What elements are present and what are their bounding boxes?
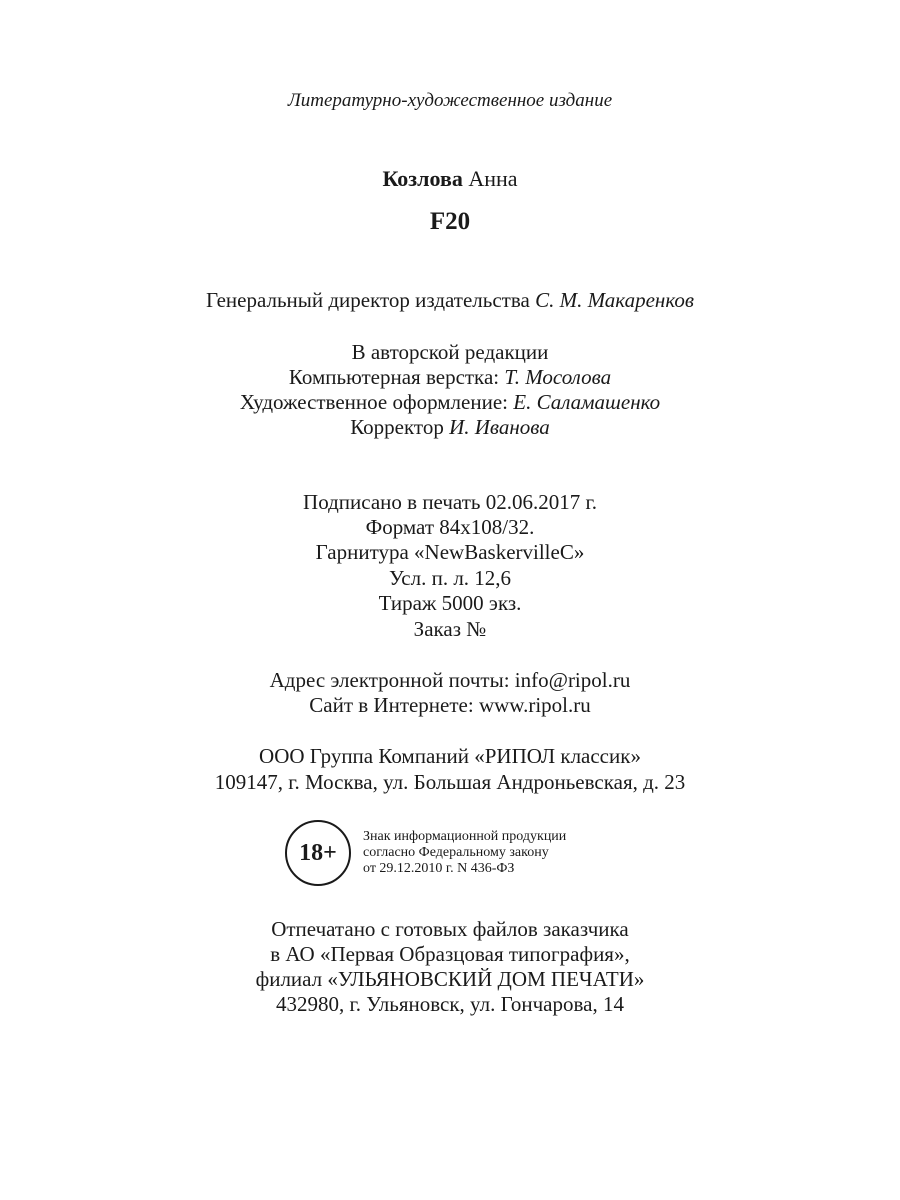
director-name: С. М. Макаренков: [535, 288, 694, 312]
layout-credit: [0, 365, 900, 389]
author-surname: Козлова: [382, 166, 463, 191]
design-credit-name: Е. Саламашенко: [513, 390, 661, 414]
printer-line: в АО «Первая Образцовая типография»,: [270, 942, 630, 966]
layout-credit-label: Компьютерная верстка:: [288, 365, 500, 389]
print-spec-run: Тираж 5000 экз.: [378, 591, 522, 615]
publisher-address: 109147, г. Москва, ул. Большая Андроньевская, д. 23: [214, 770, 686, 794]
printer-address: 432980, г. Ульяновск, ул. Гончарова, 14: [276, 992, 624, 1016]
proof-credit: [0, 415, 900, 439]
contact-email: Адрес электронной почты: info@ripol.ru: [269, 668, 631, 692]
print-spec-signed: Подписано в печать 02.06.2017 г.: [303, 490, 597, 514]
editorial-note: В авторской редакции: [351, 340, 549, 364]
print-spec-format: Формат 84x108/32.: [365, 515, 535, 539]
edition-type: Литературно-художественное издание: [287, 90, 613, 111]
age-rating-note: [363, 829, 643, 877]
author-line: [0, 167, 900, 191]
author-name: Анна: [468, 166, 518, 191]
publisher-name: ООО Группа Компаний «РИПОЛ классик»: [259, 744, 641, 768]
proof-credit-label: Корректор: [350, 415, 444, 439]
print-spec-typeface: Гарнитура «NewBaskervilleC»: [315, 540, 585, 564]
design-credit: [0, 390, 900, 414]
proof-credit-name: И. Иванова: [449, 415, 550, 439]
contact-website: Сайт в Интернете: www.ripol.ru: [309, 693, 591, 717]
age-rating-note-line: согласно Федеральному закону: [363, 845, 549, 860]
age-rating-note-line: Знак информационной продукции: [363, 829, 567, 844]
director-label: Генеральный директор издательства: [206, 288, 530, 312]
print-spec-sheets: Усл. п. л. 12,6: [388, 566, 512, 590]
age-rating-badge: 18+: [285, 820, 351, 886]
director-line: [0, 288, 900, 312]
age-rating-note-line: от 29.12.2010 г. N 436-ФЗ: [363, 861, 515, 876]
design-credit-label: Художественное оформление:: [239, 390, 508, 414]
layout-credit-name: Т. Мосолова: [504, 365, 612, 389]
printer-line: Отпечатано с готовых файлов заказчика: [271, 917, 629, 941]
print-spec-order: Заказ №: [413, 617, 487, 641]
age-rating: [285, 820, 645, 892]
book-title: F20: [429, 208, 471, 235]
printer-line: филиал «УЛЬЯНОВСКИЙ ДОМ ПЕЧАТИ»: [255, 967, 645, 991]
